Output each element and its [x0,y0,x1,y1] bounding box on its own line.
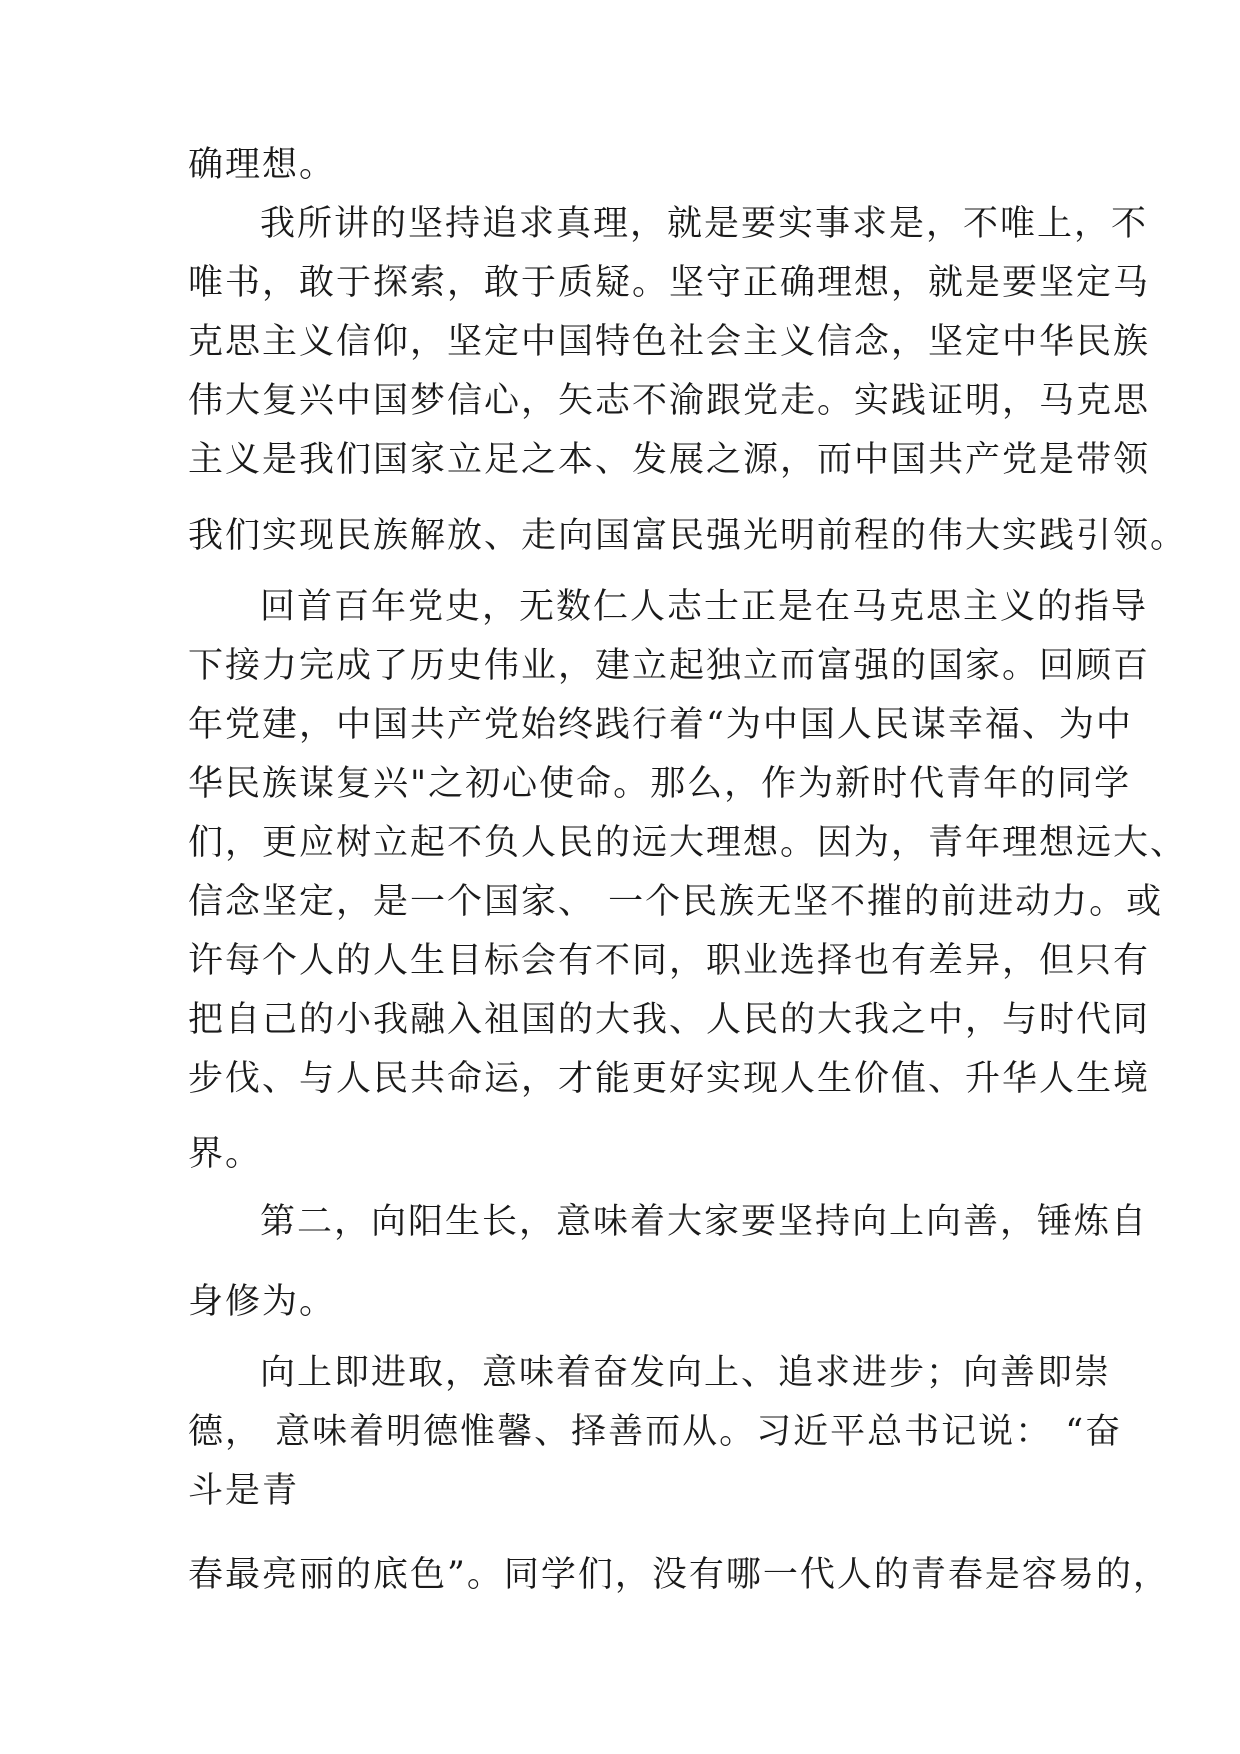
text-line: 伟大复兴中国梦信心，矢志不渝跟党走。实践证明，马克思 [188,381,1151,421]
text-line: 把自己的小我融入祖国的大我、人民的大我之中，与时代同 [188,1000,1151,1040]
text-line: 确理想。 [188,145,337,185]
text-line: 们，更应树立起不负人民的远大理想。因为，青年理想远大、 [188,823,1188,863]
text-line: 我们实现民族解放、走向国富民强光明前程的伟大实践引领。 [188,516,1188,556]
text-line: 唯书，敢于探索，敢于质疑。坚守正确理想，就是要坚定马 [188,263,1151,303]
paragraph-start-line: 回首百年党史，无数仁人志士正是在马克思主义的指导 [260,587,1149,627]
text-line: 斗是青 [188,1471,300,1511]
text-line: 华民族谋复兴"之初心使命。那么，作为新时代青年的同学 [188,764,1132,804]
text-line: 界。 [188,1134,263,1174]
text-line: 年党建，中国共产党始终践行着“为中国人民谋幸福、为中 [188,705,1133,745]
text-line: 克思主义信仰，坚定中国特色社会主义信念，坚定中华民族 [188,322,1151,362]
text-line: 信念坚定，是一个国家、 一个民族无坚不摧的前进动力。或 [188,882,1164,922]
paragraph-start-line: 第二，向阳生长，意味着大家要坚持向上向善，锤炼自 [260,1202,1149,1242]
text-line: 春最亮丽的底色”。同学们，没有哪一代人的青春是容易的， [188,1555,1170,1595]
paragraph-start-line: 我所讲的坚持追求真理，就是要实事求是，不唯上，不 [260,204,1149,244]
text-line: 下接力完成了历史伟业，建立起独立而富强的国家。回顾百 [188,646,1151,686]
text-line: 德， 意味着明德惟馨、择善而从。习近平总书记说： “奋 [188,1412,1123,1452]
text-line: 主义是我们国家立足之本、发展之源，而中国共产党是带领 [188,440,1151,480]
text-line: 身修为。 [188,1282,337,1322]
text-line: 许每个人的人生目标会有不同，职业选择也有差异，但只有 [188,941,1151,981]
paragraph-start-line: 向上即进取，意味着奋发向上、追求进步；向善即崇 [260,1353,1112,1393]
text-line: 步伐、与人民共命运，才能更好实现人生价值、升华人生境 [188,1059,1151,1099]
